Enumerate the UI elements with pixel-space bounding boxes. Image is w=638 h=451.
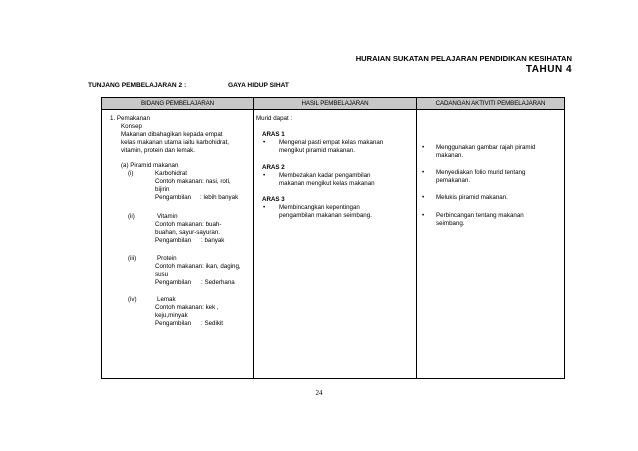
konsep-text: kelas makanan utama iaitu karbohidrat, bbox=[121, 139, 229, 146]
group-example: keju,minyak bbox=[155, 312, 188, 319]
group-intake-label: Pengambilan bbox=[155, 320, 192, 327]
bullet-icon: • bbox=[263, 139, 266, 146]
bullet-icon: • bbox=[422, 144, 425, 151]
group-intake-label: Pengambilan bbox=[155, 194, 192, 201]
document-title: HURAIAN SUKATAN PELAJARAN PENDIDIKAN KESIHATAN bbox=[355, 54, 572, 63]
konsep-text: Makanan dibahagikan kepada empat bbox=[121, 131, 223, 138]
column-divider bbox=[416, 98, 417, 378]
activity-text: Perbincangan tentang makanan bbox=[436, 212, 524, 219]
group-example: Contoh makanan: ikan, daging, bbox=[155, 263, 241, 270]
aras-3-heading: ARAS 3 bbox=[262, 196, 285, 203]
tunjang-value: GAYA HIDUP SIHAT bbox=[228, 82, 289, 89]
bullet-icon: • bbox=[422, 169, 425, 176]
table-header-row bbox=[102, 98, 564, 110]
group-example: susu bbox=[155, 271, 169, 278]
piramid-heading: (a) Piramid makanan bbox=[121, 162, 179, 169]
activity-text: Melukis piramid makanan. bbox=[436, 194, 508, 201]
group-example: Contoh makanan: buah- bbox=[155, 221, 222, 228]
group-intake-value: : Sederhana bbox=[201, 279, 235, 286]
outcome-text: Membezakan kadar pengambilan bbox=[279, 172, 371, 179]
syllabus-table bbox=[101, 97, 565, 379]
bullet-icon: • bbox=[263, 172, 266, 179]
bullet-icon: • bbox=[422, 194, 425, 201]
group-intake-value: : lebih banyak bbox=[200, 194, 239, 201]
activity-text: Menyediakan folio murid tentang bbox=[436, 169, 526, 176]
group-example: buahan, sayur-sayuran. bbox=[155, 229, 221, 236]
bullet-icon: • bbox=[263, 204, 266, 211]
konsep-heading: Konsep bbox=[121, 123, 142, 130]
year-label: TAHUN 4 bbox=[525, 64, 572, 75]
hasil-intro: Murid dapat : bbox=[256, 115, 293, 122]
outcome-text: pengambilan makanan seimbang. bbox=[279, 212, 372, 219]
activity-text: seimbang. bbox=[436, 220, 465, 227]
group-intake-value: : banyak bbox=[201, 237, 225, 244]
group-number: (iv) bbox=[128, 296, 137, 303]
group-name: Lemak bbox=[157, 296, 176, 303]
column-header-bidang: BIDANG PEMBELAJARAN bbox=[140, 100, 215, 107]
column-header-hasil: HASIL PEMBELAJARAN bbox=[301, 100, 369, 107]
bullet-icon: • bbox=[422, 212, 425, 219]
group-number: (iii) bbox=[128, 255, 137, 262]
outcome-text: Membincangkan kepentingan bbox=[279, 204, 360, 211]
outcome-text: mengikut piramid makanan. bbox=[279, 147, 356, 154]
column-divider bbox=[253, 98, 254, 378]
activity-text: pemakanan. bbox=[436, 177, 471, 184]
aras-1-heading: ARAS 1 bbox=[262, 131, 285, 138]
outcome-text: Mengenal pasti empat kelas makanan bbox=[279, 139, 384, 146]
group-example: bijirin bbox=[155, 186, 170, 193]
bidang-item: 1. Pemakanan bbox=[110, 115, 150, 122]
tunjang-label: TUNJANG PEMBELAJARAN 2 : bbox=[88, 82, 187, 89]
outcome-text: makanan mengikut kelas makanan bbox=[279, 180, 375, 187]
group-example: Contoh makanan: nasi, roti, bbox=[155, 178, 231, 185]
column-header-cadangan: CADANGAN AKTIVITI PEMBELAJARAN bbox=[435, 100, 546, 107]
group-intake-label: Pengambilan bbox=[155, 279, 192, 286]
group-name: Vitamin bbox=[157, 213, 178, 220]
group-example: Contoh makanan: kek , bbox=[155, 304, 219, 311]
konsep-text: vitamin, protein dan lemak. bbox=[121, 147, 195, 154]
aras-2-heading: ARAS 2 bbox=[262, 164, 285, 171]
group-intake-value: : Sedikit bbox=[201, 320, 224, 327]
page-number: 24 bbox=[315, 389, 323, 397]
group-name: Karbohidrat bbox=[155, 170, 187, 177]
activity-text: makanan. bbox=[436, 152, 464, 159]
group-name: Protein bbox=[157, 255, 177, 262]
group-number: (i) bbox=[128, 170, 134, 177]
group-number: (ii) bbox=[128, 213, 135, 220]
activity-text: Menggunakan gambar rajah piramid bbox=[436, 144, 536, 151]
group-intake-label: Pengambilan bbox=[155, 237, 192, 244]
